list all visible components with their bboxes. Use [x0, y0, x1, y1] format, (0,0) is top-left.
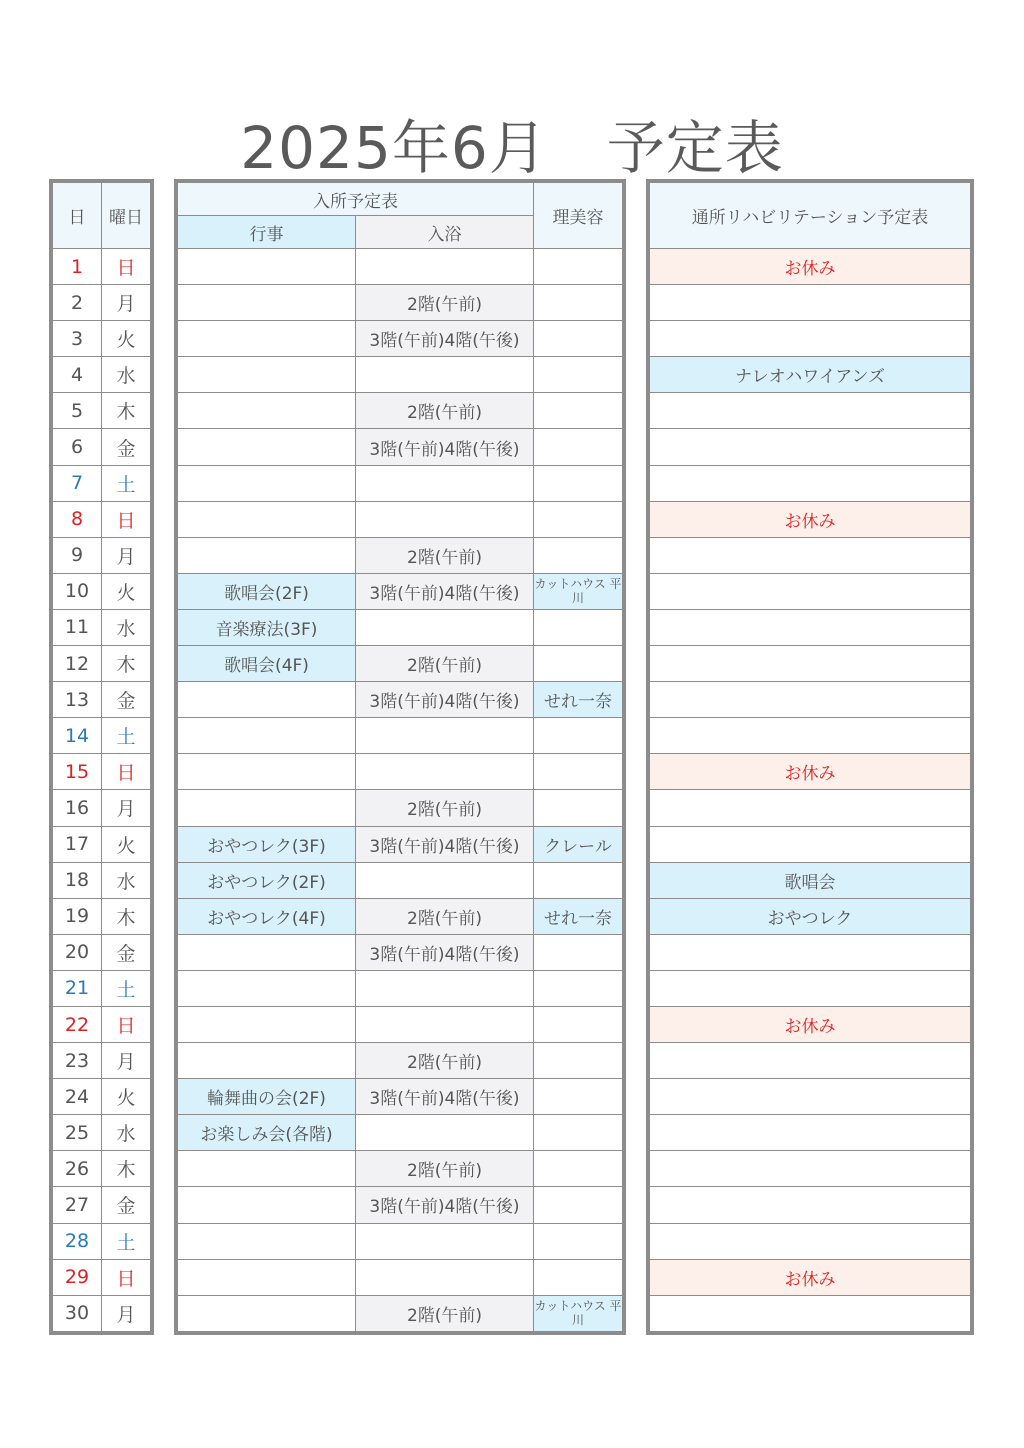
barber-cell: [534, 285, 623, 321]
table-row: [178, 1151, 623, 1187]
table-row: [650, 429, 971, 465]
event-cell: [178, 393, 356, 429]
weekday: 金: [102, 429, 151, 465]
table-row: [53, 573, 151, 609]
bath-cell: 3階(午前)4階(午後): [356, 321, 534, 357]
daycare-cell: [650, 573, 971, 609]
weekday: 火: [102, 1079, 151, 1115]
day-number: 9: [53, 537, 102, 573]
day-number: 3: [53, 321, 102, 357]
event-cell: [178, 429, 356, 465]
barber-cell: [534, 1043, 623, 1079]
barber-cell: [534, 357, 623, 393]
event-cell: おやつレク(2F): [178, 862, 356, 898]
weekday: 木: [102, 393, 151, 429]
table-row: [650, 790, 971, 826]
table-row: [53, 1259, 151, 1295]
day-number: 5: [53, 393, 102, 429]
table-row: [178, 609, 623, 645]
barber-cell: [534, 537, 623, 573]
event-cell: [178, 934, 356, 970]
table-row: [178, 934, 623, 970]
header-events: 行事: [178, 216, 356, 249]
table-row: [178, 285, 623, 321]
daycare-cell: [650, 1043, 971, 1079]
barber-cell: [534, 718, 623, 754]
table-row: [178, 682, 623, 718]
bath-cell: [356, 465, 534, 501]
bath-cell: [356, 754, 534, 790]
event-cell: [178, 754, 356, 790]
table-row: [178, 573, 623, 609]
daycare-cell: [650, 285, 971, 321]
table-row: [650, 357, 971, 393]
weekday: 火: [102, 573, 151, 609]
bath-cell: 2階(午前): [356, 1151, 534, 1187]
day-number: 24: [53, 1079, 102, 1115]
table-row: [53, 1006, 151, 1042]
day-number: 8: [53, 501, 102, 537]
table-row: [53, 790, 151, 826]
daycare-cell: [650, 609, 971, 645]
weekday: 水: [102, 1115, 151, 1151]
page-title: 2025年6月 予定表: [240, 114, 784, 182]
table-row: [650, 537, 971, 573]
daycare-cell: [650, 1223, 971, 1259]
table-row: [53, 1187, 151, 1223]
day-number: 18: [53, 862, 102, 898]
day-number: 6: [53, 429, 102, 465]
table-row: [650, 862, 971, 898]
event-cell: 歌唱会(2F): [178, 573, 356, 609]
table-row: [650, 321, 971, 357]
weekday: 月: [102, 285, 151, 321]
event-cell: [178, 682, 356, 718]
daycare-cell: [650, 321, 971, 357]
table-row: [178, 754, 623, 790]
daycare-table: [649, 182, 971, 1332]
day-number: 15: [53, 754, 102, 790]
table-row: [650, 934, 971, 970]
daycare-cell: お休み: [650, 1259, 971, 1295]
day-number: 22: [53, 1006, 102, 1042]
event-cell: [178, 1187, 356, 1223]
table-row: [53, 718, 151, 754]
event-cell: [178, 970, 356, 1006]
table-row: [178, 537, 623, 573]
daycare-cell: [650, 429, 971, 465]
table-row: [178, 429, 623, 465]
table-row: [53, 609, 151, 645]
bath-cell: 2階(午前): [356, 898, 534, 934]
bath-cell: 3階(午前)4階(午後): [356, 826, 534, 862]
daycare-cell: [650, 718, 971, 754]
event-cell: [178, 501, 356, 537]
daycare-cell: [650, 646, 971, 682]
day-number: 2: [53, 285, 102, 321]
barber-cell: [534, 970, 623, 1006]
bath-cell: [356, 718, 534, 754]
table-row: [650, 826, 971, 862]
table-row: [178, 790, 623, 826]
event-cell: [178, 790, 356, 826]
event-cell: [178, 321, 356, 357]
daycare-cell: [650, 1115, 971, 1151]
day-number: 10: [53, 573, 102, 609]
day-number: 29: [53, 1259, 102, 1295]
barber-cell: せれ一奈: [534, 898, 623, 934]
bath-cell: [356, 609, 534, 645]
table-row: [650, 501, 971, 537]
table-row: [53, 1115, 151, 1151]
event-cell: [178, 1043, 356, 1079]
table-row: [650, 1006, 971, 1042]
barber-cell: [534, 1079, 623, 1115]
bath-cell: [356, 1115, 534, 1151]
table-row: [650, 1295, 971, 1331]
weekday: 金: [102, 682, 151, 718]
event-cell: 歌唱会(4F): [178, 646, 356, 682]
day-number: 7: [53, 465, 102, 501]
barber-cell: [534, 862, 623, 898]
table-row: [178, 321, 623, 357]
bath-cell: [356, 862, 534, 898]
bath-cell: 2階(午前): [356, 393, 534, 429]
table-row: [178, 646, 623, 682]
table-row: [53, 898, 151, 934]
barber-cell: [534, 609, 623, 645]
table-row: [53, 934, 151, 970]
weekday: 金: [102, 934, 151, 970]
table-row: [178, 1079, 623, 1115]
barber-cell: [534, 1006, 623, 1042]
table-row: [178, 1006, 623, 1042]
bath-cell: 3階(午前)4階(午後): [356, 1187, 534, 1223]
table-row: [650, 1187, 971, 1223]
weekday: 土: [102, 718, 151, 754]
barber-cell: [534, 1115, 623, 1151]
weekday: 日: [102, 1259, 151, 1295]
day-number: 25: [53, 1115, 102, 1151]
table-row: [650, 898, 971, 934]
bath-cell: 2階(午前): [356, 790, 534, 826]
event-cell: [178, 718, 356, 754]
weekday: 木: [102, 646, 151, 682]
daycare-cell: [650, 1187, 971, 1223]
table-row: [650, 285, 971, 321]
barber-cell: [534, 429, 623, 465]
bath-cell: [356, 1006, 534, 1042]
bath-cell: [356, 501, 534, 537]
barber-cell: [534, 790, 623, 826]
bath-cell: 2階(午前): [356, 1043, 534, 1079]
table-row: [53, 501, 151, 537]
weekday: 木: [102, 1151, 151, 1187]
event-cell: [178, 357, 356, 393]
header-weekday: 曜日: [102, 183, 151, 249]
table-row: [650, 1151, 971, 1187]
daycare-cell: お休み: [650, 754, 971, 790]
weekday: 土: [102, 1223, 151, 1259]
table-row: [178, 357, 623, 393]
daycare-cell: 歌唱会: [650, 862, 971, 898]
barber-cell: [534, 1259, 623, 1295]
table-row: [650, 609, 971, 645]
table-row: [650, 573, 971, 609]
daycare-cell: お休み: [650, 249, 971, 285]
daycare-cell: [650, 790, 971, 826]
barber-cell: [534, 501, 623, 537]
table-row: [178, 1043, 623, 1079]
weekday: 火: [102, 826, 151, 862]
table-row: [178, 393, 623, 429]
table-row: [178, 501, 623, 537]
barber-cell: [534, 934, 623, 970]
day-number: 4: [53, 357, 102, 393]
barber-cell: [534, 393, 623, 429]
day-number: 21: [53, 970, 102, 1006]
weekday: 月: [102, 790, 151, 826]
day-number: 11: [53, 609, 102, 645]
table-row: [178, 826, 623, 862]
day-number: 1: [53, 249, 102, 285]
daycare-cell: [650, 934, 971, 970]
residential-table: [177, 182, 623, 1332]
barber-cell: [534, 646, 623, 682]
event-cell: [178, 1006, 356, 1042]
daycare-cell: [650, 970, 971, 1006]
table-row: [53, 249, 151, 285]
table-row: [53, 357, 151, 393]
daycare-cell: [650, 826, 971, 862]
table-row: [178, 862, 623, 898]
table-row: [650, 970, 971, 1006]
table-row: [650, 1259, 971, 1295]
barber-cell: [534, 321, 623, 357]
event-cell: おやつレク(4F): [178, 898, 356, 934]
bath-cell: 3階(午前)4階(午後): [356, 1079, 534, 1115]
bath-cell: 3階(午前)4階(午後): [356, 429, 534, 465]
daycare-cell: お休み: [650, 501, 971, 537]
daycare-cell: [650, 537, 971, 573]
event-cell: 輪舞曲の会(2F): [178, 1079, 356, 1115]
day-number: 17: [53, 826, 102, 862]
table-row: [650, 1115, 971, 1151]
table-row: [650, 1043, 971, 1079]
day-number: 19: [53, 898, 102, 934]
weekday: 水: [102, 862, 151, 898]
table-row: [53, 1043, 151, 1079]
barber-cell: クレール: [534, 826, 623, 862]
day-number: 13: [53, 682, 102, 718]
table-row: [178, 718, 623, 754]
barber-cell: カットハウス 平川: [534, 573, 623, 609]
table-row: [178, 970, 623, 1006]
bath-cell: 2階(午前): [356, 537, 534, 573]
day-number: 23: [53, 1043, 102, 1079]
table-row: [53, 1295, 151, 1331]
table-row: [650, 754, 971, 790]
event-cell: [178, 249, 356, 285]
header-bath: 入浴: [356, 216, 534, 249]
table-row: [53, 646, 151, 682]
table-row: [650, 465, 971, 501]
table-row: [178, 1223, 623, 1259]
day-number: 30: [53, 1295, 102, 1331]
daycare-cell: [650, 682, 971, 718]
daycare-cell: おやつレク: [650, 898, 971, 934]
bath-cell: [356, 1223, 534, 1259]
table-row: [178, 1259, 623, 1295]
daycare-cell: [650, 1151, 971, 1187]
daycare-cell: ナレオハワイアンズ: [650, 357, 971, 393]
weekday: 月: [102, 1295, 151, 1331]
weekday: 日: [102, 249, 151, 285]
weekday: 日: [102, 754, 151, 790]
weekday: 火: [102, 321, 151, 357]
weekday: 金: [102, 1187, 151, 1223]
table-row: [53, 826, 151, 862]
day-number: 14: [53, 718, 102, 754]
bath-cell: 3階(午前)4階(午後): [356, 573, 534, 609]
weekday: 月: [102, 537, 151, 573]
bath-cell: 2階(午前): [356, 646, 534, 682]
table-row: [178, 898, 623, 934]
table-row: [650, 1223, 971, 1259]
bath-cell: [356, 357, 534, 393]
header-daycare: 通所リハビリテーション予定表: [650, 183, 971, 249]
event-cell: 音楽療法(3F): [178, 609, 356, 645]
table-row: [53, 285, 151, 321]
barber-cell: [534, 249, 623, 285]
barber-cell: [534, 1223, 623, 1259]
daycare-cell: お休み: [650, 1006, 971, 1042]
event-cell: [178, 465, 356, 501]
bath-cell: 2階(午前): [356, 1295, 534, 1331]
day-table: [52, 182, 151, 1332]
bath-cell: 3階(午前)4階(午後): [356, 934, 534, 970]
weekday: 日: [102, 1006, 151, 1042]
day-number: 26: [53, 1151, 102, 1187]
daycare-cell: [650, 465, 971, 501]
table-row: [650, 1079, 971, 1115]
weekday: 月: [102, 1043, 151, 1079]
weekday: 土: [102, 465, 151, 501]
header-day: 日: [53, 183, 102, 249]
header-barber: 理美容: [534, 183, 623, 249]
weekday: 水: [102, 357, 151, 393]
table-row: [53, 1223, 151, 1259]
weekday: 水: [102, 609, 151, 645]
table-row: [650, 718, 971, 754]
event-cell: [178, 1259, 356, 1295]
table-row: [53, 970, 151, 1006]
day-number: 12: [53, 646, 102, 682]
table-row: [53, 321, 151, 357]
daycare-cell: [650, 393, 971, 429]
barber-cell: [534, 1151, 623, 1187]
table-row: [178, 1115, 623, 1151]
daycare-cell: [650, 1079, 971, 1115]
day-number: 28: [53, 1223, 102, 1259]
table-row: [53, 682, 151, 718]
bath-cell: [356, 970, 534, 1006]
day-number: 27: [53, 1187, 102, 1223]
weekday: 土: [102, 970, 151, 1006]
table-row: [53, 429, 151, 465]
table-row: [53, 754, 151, 790]
table-row: [178, 249, 623, 285]
weekday: 日: [102, 501, 151, 537]
event-cell: [178, 537, 356, 573]
table-row: [53, 1151, 151, 1187]
header-residential: 入所予定表: [178, 183, 534, 216]
barber-cell: せれ一奈: [534, 682, 623, 718]
barber-cell: [534, 1187, 623, 1223]
barber-cell: カットハウス 平川: [534, 1295, 623, 1331]
event-cell: [178, 1295, 356, 1331]
table-row: [53, 465, 151, 501]
table-row: [53, 393, 151, 429]
event-cell: おやつレク(3F): [178, 826, 356, 862]
table-row: [178, 1187, 623, 1223]
table-row: [178, 465, 623, 501]
table-row: [53, 537, 151, 573]
event-cell: [178, 285, 356, 321]
table-row: [178, 1295, 623, 1331]
bath-cell: 2階(午前): [356, 285, 534, 321]
table-row: [53, 862, 151, 898]
table-row: [650, 249, 971, 285]
bath-cell: [356, 249, 534, 285]
weekday: 木: [102, 898, 151, 934]
table-row: [650, 393, 971, 429]
event-cell: [178, 1151, 356, 1187]
event-cell: お楽しみ会(各階): [178, 1115, 356, 1151]
daycare-cell: [650, 1295, 971, 1331]
bath-cell: [356, 1259, 534, 1295]
day-number: 20: [53, 934, 102, 970]
event-cell: [178, 1223, 356, 1259]
table-row: [650, 646, 971, 682]
barber-cell: [534, 465, 623, 501]
bath-cell: 3階(午前)4階(午後): [356, 682, 534, 718]
barber-cell: [534, 754, 623, 790]
table-row: [650, 682, 971, 718]
day-number: 16: [53, 790, 102, 826]
table-row: [53, 1079, 151, 1115]
